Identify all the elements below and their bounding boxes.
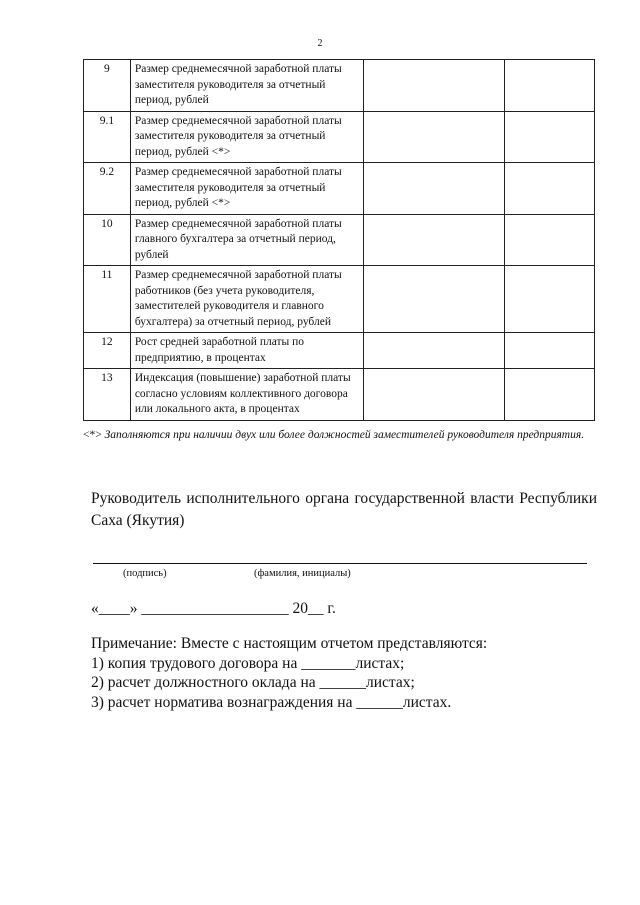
note-heading: Примечание: Вместе с настоящим отчетом представляются:: [91, 635, 488, 652]
row-value-cell: [505, 369, 595, 421]
row-value-cell: [505, 163, 595, 215]
signature-caption: (подпись): [123, 568, 167, 579]
table-row: [84, 163, 595, 215]
row-value-cell: [363, 333, 504, 369]
row-value-cell: [363, 60, 504, 112]
note-item: 1) копия трудового договора на _______листах;: [91, 654, 405, 672]
footnote: [83, 427, 598, 443]
row-value-cell: [505, 333, 595, 369]
row-indicator: Размер среднемесячной заработной платы заместителя руководителя за отчетный период, рублей <*>: [130, 111, 363, 163]
note-item: 3) расчет норматива вознаграждения на ______листах.: [91, 693, 452, 711]
table-row: [84, 214, 595, 266]
row-value-cell: [363, 111, 504, 163]
note-item: 2) расчет должностного оклада на ______листах;: [91, 674, 415, 691]
row-value-cell: [505, 111, 595, 163]
row-value-cell: [363, 214, 504, 266]
note-block: [91, 634, 487, 712]
row-value-cell: [363, 163, 504, 215]
report-table: [83, 59, 595, 421]
row-number: 9.2: [84, 163, 131, 215]
signature-line: [93, 563, 587, 564]
table-row: [84, 111, 595, 163]
name-caption: (фамилия, инициалы): [254, 568, 351, 579]
row-value-cell: [363, 266, 504, 333]
row-number: 11: [84, 266, 131, 333]
row-indicator: Размер среднемесячной заработной платы работников (без учета руководителя, заместителей руководителя и главного бухгалтера) за отчетный период, рублей: [130, 266, 363, 333]
row-number: 13: [84, 369, 131, 421]
row-value-cell: [505, 60, 595, 112]
row-number: 10: [84, 214, 131, 266]
row-number: 12: [84, 333, 131, 369]
row-indicator: Размер среднемесячной заработной платы заместителя руководителя за отчетный период, рублей: [130, 60, 363, 112]
table-row: [84, 60, 595, 112]
row-number: 9.1: [84, 111, 131, 163]
row-indicator: Размер среднемесячной заработной платы заместителя руководителя за отчетный период, рублей <*>: [130, 163, 363, 215]
footnote-text: Заполняются при наличии двух или более должностей заместителей руководителя предприятия.: [104, 429, 585, 441]
page-number: 2: [317, 38, 323, 49]
row-indicator: Размер среднемесячной заработной платы главного бухгалтера за отчетный период, рублей: [130, 214, 363, 266]
row-value-cell: [505, 214, 595, 266]
table-row: [84, 369, 595, 421]
date-line: «____» ___________________ 20__ г.: [91, 600, 336, 617]
signatory-title: Руководитель исполнительного органа государственной власти Республики Саха (Якутия): [91, 490, 597, 529]
row-indicator: Индексация (повышение) заработной платы согласно условиям коллективного договора или локального акта, в процентах: [130, 369, 363, 421]
row-value-cell: [363, 369, 504, 421]
row-value-cell: [505, 266, 595, 333]
footnote-mark: <*>: [83, 429, 102, 441]
row-number: 9: [84, 60, 131, 112]
row-indicator: Рост средней заработной платы по предприятию, в процентах: [130, 333, 363, 369]
table-row: [84, 266, 595, 333]
table-row: [84, 333, 595, 369]
